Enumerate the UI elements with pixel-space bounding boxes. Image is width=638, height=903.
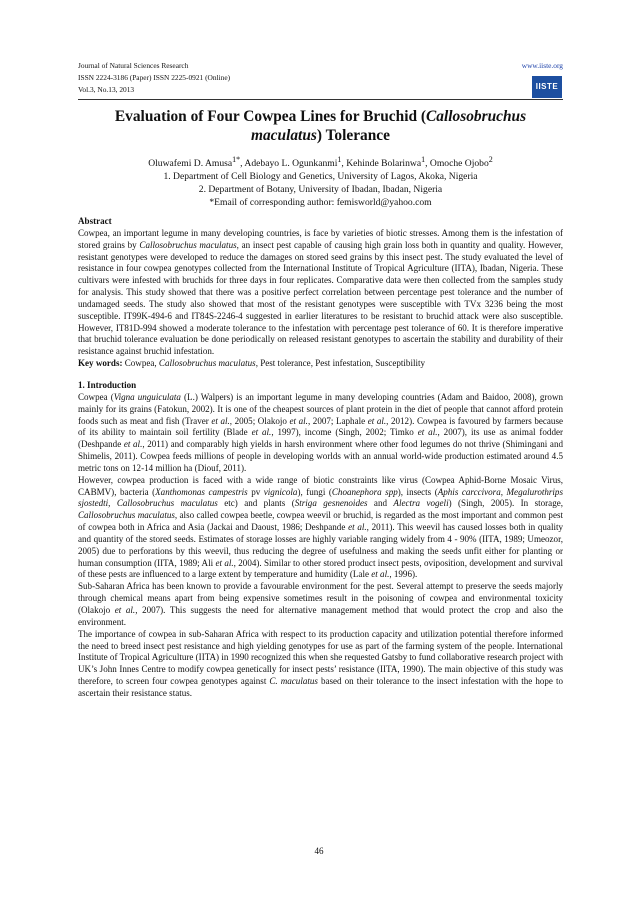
text-run: , 2012). Cowpea is favoured by farmers because of its ability to maintain soil fertility (Blade [78, 415, 563, 438]
intro-paragraph [78, 629, 563, 700]
author-3: Kehinde Bolarinwa [346, 158, 422, 170]
text-run: ), fungi ( [297, 486, 332, 497]
author-3-affil: 1 [421, 155, 426, 164]
keywords-label: Key words: [78, 358, 123, 369]
author-4-affil: 2 [488, 155, 493, 164]
text-run: , 2007). This suggests the need for alternative management method that would protect the crop and also the environment. [78, 605, 563, 627]
text-run: , 1997), income (Singh, 2002; Timko [271, 427, 418, 438]
paper-body [78, 216, 563, 700]
text-run: , 2007), its use as animal fodder (Deshpande [78, 427, 563, 450]
italic-text: Alectra vogeli [393, 498, 449, 509]
title-italic-genus: Callosobruchus [426, 108, 527, 125]
italic-text: et al. [289, 415, 308, 426]
text-run: , Pest tolerance, Pest infestation, Susceptibility [255, 358, 426, 369]
text-run: pv [247, 486, 264, 497]
italic-text: Striga gesnenoides [294, 498, 368, 509]
italic-text: et al. [371, 569, 390, 580]
abstract-text [78, 228, 563, 358]
iiste-logo: IISTE [532, 76, 562, 98]
keywords-line [78, 358, 563, 370]
page-number: 46 [314, 846, 324, 856]
author-block [78, 153, 563, 209]
author-names: Oluwafemi D. Amusa$^{1*}$, Adebayo L. Ogunkanmi$^1$, Kehinde Bolarinwa$^1$, Omoche Ojobo$^2$ [148, 155, 493, 170]
italic-text: et al. [367, 415, 387, 426]
text-run: , 2005; Olakojo [229, 415, 290, 426]
text-run: Cowpea, [122, 358, 159, 369]
affiliation-2: 2. Department of Botany, University of Ibadan, Ibadan, Nigeria [198, 184, 443, 196]
italic-text: et al. [114, 605, 136, 615]
italic-text: Callosobruchus maculatus [158, 358, 256, 369]
text-run: and [367, 498, 394, 509]
italic-text: Callosobruchus maculatus [78, 510, 175, 521]
text-run: etc) and plants ( [217, 498, 295, 509]
journal-name: Journal of Natural Sciences Research [78, 61, 189, 70]
text-run: ), insects ( [397, 486, 438, 497]
introduction-heading: 1. Introduction [78, 379, 137, 390]
corresponding-email: *Email of corresponding author: femisworld@yahoo.com [209, 197, 432, 209]
journal-volume: Vol.3, No.13, 2013 [78, 85, 135, 94]
italic-text: et al. [348, 522, 367, 533]
italic-text: Callosobruchus maculatus [139, 239, 237, 250]
italic-text: C. maculatus [269, 676, 318, 687]
text-run: ) (Singh, 2005). In storage, [448, 498, 563, 509]
italic-text: et al. [123, 439, 143, 450]
italic-text: Choanephora spp [331, 486, 398, 497]
italic-text: et al. [211, 415, 230, 426]
text-run: Cowpea ( [78, 391, 114, 402]
affiliation-1: 1. Department of Cell Biology and Genetics, University of Lagos, Akoka, Nigeria [163, 171, 478, 183]
italic-text: vignicola [263, 486, 298, 497]
italic-text: Xanthomonas campestris [155, 486, 248, 497]
title-italic-species: maculatus [251, 127, 317, 144]
italic-text: Aphis carccivora, Megalurothrips sjostedti, Callosobruchus maculatus [78, 486, 563, 509]
title-part-end: ) Tolerance [316, 127, 390, 144]
intro-paragraph [78, 475, 563, 582]
text-run: , 1996). [389, 569, 418, 580]
keywords-text [122, 358, 425, 368]
intro-paragraph [78, 392, 563, 475]
title-part: Evaluation of Four Cowpea Lines for Bruchid ( [114, 108, 427, 125]
abstract-heading: Abstract [78, 216, 112, 226]
italic-text: Vigna unguiculata [113, 391, 181, 402]
journal-header [78, 60, 230, 96]
author-1-affil: 1* [232, 155, 241, 164]
author-4: Omoche Ojobo [429, 158, 489, 170]
section-gap [78, 370, 563, 380]
journal-website-link[interactable]: www.iiste.org [521, 61, 563, 70]
text-run: , an insect pest capable of causing high grain loss both in quantity and quality. However, resistant genotypes were developed to reduce the damages on stored seed grains by this insect pest. The study evaluated the level of resistance in four cowpea genotypes collected from the International Institute of Tropical Agriculture (IITA), Ibadan, Nigeria. These cultivars were infested with bruchids for three days in four replicates. Comparative data were then collected from the samples study for analysis. This study showed that there was a positive perfect correlation between percentage pest tolerance and the number of undamaged seeds. The study also showed that most of the resistant genotypes were susceptible with TVx 3236 being the most susceptible. IT99K-494-6 and IT84S-2246-4 suggested in earlier literatures to be resistant to bruchid attack were also susceptible. However, IT81D-994 showed a moderate tolerance to the infestation with percentage pest tolerance of 60. It is therefore imperative that bruchid tolerance evaluation be done periodically on released resistant genotypes to ascertain the stability and durability of their resistance against bruchid infestation. [78, 239, 563, 357]
text-run: , 2004). Similar to other stored product insect pests, oviposition, development and survival of these pests are influenced to a large extent by temperature and humidity (Lale [78, 557, 563, 580]
text-run: , 2007; Laphale [307, 415, 368, 426]
italic-text: et al. [251, 427, 272, 438]
journal-issn: ISSN 2224-3186 (Paper) ISSN 2225-0921 (Online) [78, 73, 231, 82]
paper-title [78, 107, 563, 145]
text-run: , also called cowpea beetle, cowpea weevil or bruchid, is regarded as the most important and common pest of cowpea both in Africa and Asia (Jackai and Daoust, 1986; Deshpande [78, 510, 563, 533]
text-run: Cowpea, an important legume in many developing countries, is face by varieties of biotic stresses. Among them is the infestation of stored grains by [78, 227, 563, 250]
header-divider [78, 99, 563, 100]
text-run: , 2011). This weevil has caused losses both in quality and quantity of the stored seeds. Estimates of storage losses are highly variable ranging widely from 4 - 90% (IITA, 1989; Umeozor, 2005) due to perforations by this weevil, thus reducing the degree of usefulness and making the seeds unfit either for planting or human consumption (IITA, 1989; Ali [78, 522, 564, 568]
intro-paragraph [78, 581, 563, 628]
author-2-affil: 1 [337, 155, 342, 164]
text-run: However, cowpea production is faced with a wide range of biotic constraints like virus (Cowpea Aphid-Borne Mosaic Virus, CABMV), bacteria ( [78, 474, 563, 497]
italic-text: et al. [417, 427, 438, 438]
text-run: , 2011) and comparably high yields in harsh environment where other food legumes do not thrive (Shimingani and Shimelis, 2011). Cowpea feeds millions of people in developing worlds with an annual world-wide production estimated around 4.5 metric tons on 12-14 million ha (Diouf, 2011). [78, 439, 563, 473]
text-run: based on their tolerance to the insect infestation with the hope to ascertain their resistance status. [78, 676, 564, 698]
italic-text: et al. [215, 557, 234, 568]
text-run: The importance of cowpea in sub-Saharan Africa with respect to its production capacity and utilization potential therefore informed the need to breed insect pest resistance and high yielding genotypes for use as part of the farming system of the people. International Institute of Tropical Agriculture (IITA) in 1990 recognized this when she requested Gatsby to fund collaborative research project with UK’s John Innes Centre to modify cowpea genetically for insect pests’ resistance (IITA, 1990). The main objective of this study was therefore, to screen four cowpea genotypes against [78, 628, 563, 687]
text-run: (L.) Walpers) is an important legume in many developing countries (Adam and Baidoo, 2008), grown mainly for its grains (Fatokun, 2002). It is one of the cheapest sources of plant protein in the diet of people that cannot afford protein foods such as meat and fish (Traver [78, 391, 564, 426]
author-2: Adebayo L. Ogunkanmi [244, 158, 338, 170]
author-1: Oluwafemi D. Amusa [148, 158, 233, 170]
text-run: Sub-Saharan Africa has been known to provide a favourable environment for the pest. Several attempt to preserve the seeds majorly through chemical means apart from being expensive sometimes result in the poisoning of cowpea and environmental toxicity (Olakojo [78, 581, 563, 615]
